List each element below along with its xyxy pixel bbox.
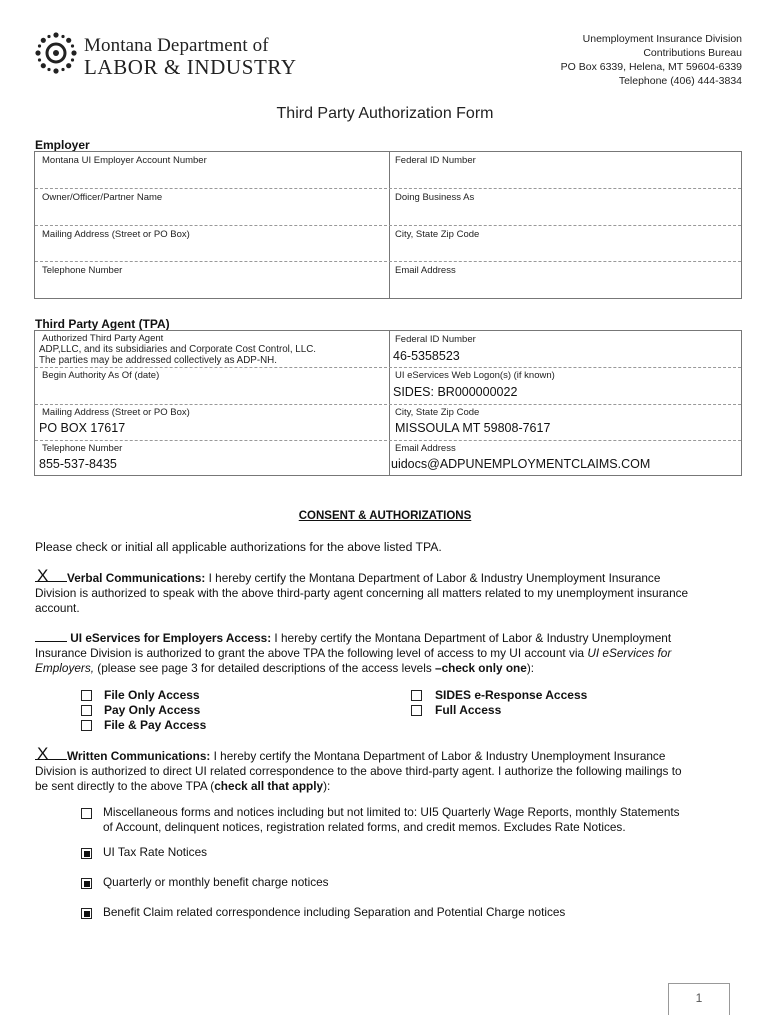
tpa-box [34,330,742,476]
employer-heading: Employer [35,138,90,152]
eservices-text-3-end: ): [526,661,535,675]
sides-e-response-access-checkbox[interactable] [411,690,422,701]
page-number-box [668,983,730,1015]
employer-federal-id-label: Federal ID Number [395,155,476,166]
written-text-1: I hereby certify the Montana Department of Labor & Industry Unemployment Insurance [210,749,666,763]
written-authorization [35,744,740,794]
division-address: PO Box 6339, Helena, MT 59604-6339 [560,61,742,73]
employer-telephone-label: Telephone Number [42,265,123,276]
eservices-text-2: Insurance Division is authorized to grant the above TPA the following level of access to my UI account via [35,646,588,660]
verbal-line-1 [35,566,740,586]
employer-owner-label: Owner/Officer/Partner Name [42,192,163,203]
verbal-initial-field[interactable] [35,566,67,585]
tpa-city-label: City, State Zip Code [395,407,480,418]
misc-forms-line-1: Miscellaneous forms and notices including but not limited to: UI5 Quarterly Wage Reports, monthly Statements [103,805,680,819]
benefit-claim-correspondence-checkbox[interactable] [81,908,92,919]
department-seal-icon [34,31,78,75]
verbal-authorization [35,566,740,616]
employer-row-2 [35,189,741,226]
employer-row-3 [35,226,741,262]
tpa-agent-name: ADP,LLC, and its subsidiaries and Corporate Cost Control, LLC. [39,344,316,355]
employer-dba-label: Doing Business As [395,192,475,203]
tpa-mailing-value: PO BOX 17617 [39,421,126,435]
tpa-row-4 [35,441,741,475]
bureau-name: Contributions Bureau [643,47,742,59]
eservices-line-3 [35,661,740,676]
eservices-title: UI eServices for Employers Access: [70,631,272,645]
benefit-claim-correspondence-label: Benefit Claim related correspondence including Separation and Potential Charge notices [103,905,566,919]
file-pay-access-checkbox[interactable] [81,720,92,731]
consent-heading: CONSENT & AUTHORIZATIONS [298,510,472,522]
eservices-authorization [35,630,740,676]
eservices-line-1 [35,630,740,646]
form-title: Third Party Authorization Form [276,105,494,122]
eservices-text-3: (please see page 3 for detailed descriptions of the access levels [94,661,436,675]
full-access-checkbox[interactable] [411,705,422,716]
pay-only-access-checkbox[interactable] [81,705,92,716]
verbal-text-2: Division is authorized to speak with the above third-party agent concerning all matters related to my unemployment insurance [35,586,689,600]
written-text-3-end: ): [323,779,331,793]
pay-only-access-label: Pay Only Access [104,703,201,717]
tpa-agent-label: Authorized Third Party Agent [42,333,164,344]
tax-rate-notices-label: UI Tax Rate Notices [103,845,208,859]
verbal-text-3: account. [35,601,80,615]
tpa-begin-authority-label: Begin Authority As Of (date) [42,370,160,381]
logo-line-1: Montana Department of [84,35,269,56]
tax-rate-notices-checkbox[interactable] [81,848,92,859]
full-access-label: Full Access [435,703,502,717]
tpa-row-2 [35,368,741,405]
division-name: Unemployment Insurance Division [582,33,742,45]
tpa-logon-label: UI eServices Web Logon(s) (if known) [395,370,555,381]
written-line-1 [35,744,740,764]
tpa-heading: Third Party Agent (TPA) [35,317,170,331]
consent-instruction: Please check or initial all applicable authorizations for the above listed TPA. [35,540,442,554]
tpa-city-value: MISSOULA MT 59808-7617 [395,421,551,435]
tpa-federal-id-label: Federal ID Number [395,334,476,345]
employer-city-label: City, State Zip Code [395,229,480,240]
file-pay-access-label: File & Pay Access [104,718,207,732]
tpa-agent-collective: The parties may be addressed collectively as ADP-NH. [39,355,277,366]
eservices-text-3-em: Employers, [35,661,95,675]
written-line-3 [35,779,740,794]
written-title: Written Communications: [67,749,211,763]
page-number: 1 [695,991,703,1005]
employer-mailing-label: Mailing Address (Street or PO Box) [42,229,190,240]
verbal-title: Verbal Communications: [67,571,206,585]
department-logo-text [84,36,297,78]
tpa-telephone-value: 855-537-8435 [39,457,117,471]
misc-forms-label [103,805,680,835]
sides-e-response-access-label: SIDES e-Response Access [435,688,588,702]
file-only-access-checkbox[interactable] [81,690,92,701]
written-text-3-bold: check all that apply [214,779,324,793]
eservices-initial-field[interactable] [35,630,67,642]
file-only-access-label: File Only Access [104,688,200,702]
division-telephone: Telephone (406) 444-3834 [618,75,742,87]
eservices-text-3-bold: –check only one [435,661,527,675]
eservices-line-2 [35,646,740,661]
tpa-federal-id-value: 46-5358523 [393,349,460,363]
benefit-charge-notices-checkbox[interactable] [81,878,92,889]
written-text-3: be sent directly to the above TPA ( [35,779,215,793]
misc-forms-line-2: of Account, delinquent notices, registration related forms, and credit memos. Excludes Rate Notices. [103,820,626,834]
eservices-text-1: I hereby certify the Montana Department of Labor & Industry Unemployment [271,631,672,645]
tpa-telephone-label: Telephone Number [42,443,123,454]
tpa-mailing-label: Mailing Address (Street or PO Box) [42,407,190,418]
employer-box [34,151,742,299]
tpa-email-label: Email Address [395,443,456,454]
written-initial-field[interactable] [35,744,67,763]
logo-line-2: LABOR & INDUSTRY [84,55,297,79]
misc-forms-checkbox[interactable] [81,808,92,819]
tpa-logon-value: SIDES: BR000000022 [393,385,518,399]
tpa-row-3 [35,405,741,441]
employer-account-number-label: Montana UI Employer Account Number [42,155,207,166]
tpa-email-value: uidocs@ADPUNEMPLOYMENTCLAIMS.COM [391,457,651,471]
division-address-block [561,32,742,88]
benefit-charge-notices-label: Quarterly or monthly benefit charge notices [103,875,329,889]
employer-row-4 [35,262,741,298]
employer-row-1 [35,152,741,189]
written-initial-mark: X [37,744,49,763]
employer-email-label: Email Address [395,265,456,276]
tpa-row-1 [35,331,741,368]
verbal-text-1: I hereby certify the Montana Department of Labor & Industry Unemployment Insurance [205,571,661,585]
verbal-initial-mark: X [37,566,49,585]
eservices-text-2-em: UI eServices for [587,646,672,660]
written-text-2: Division is authorized to direct UI related correspondence to the above third-party agent. I authorize the following mailings to [35,764,682,778]
